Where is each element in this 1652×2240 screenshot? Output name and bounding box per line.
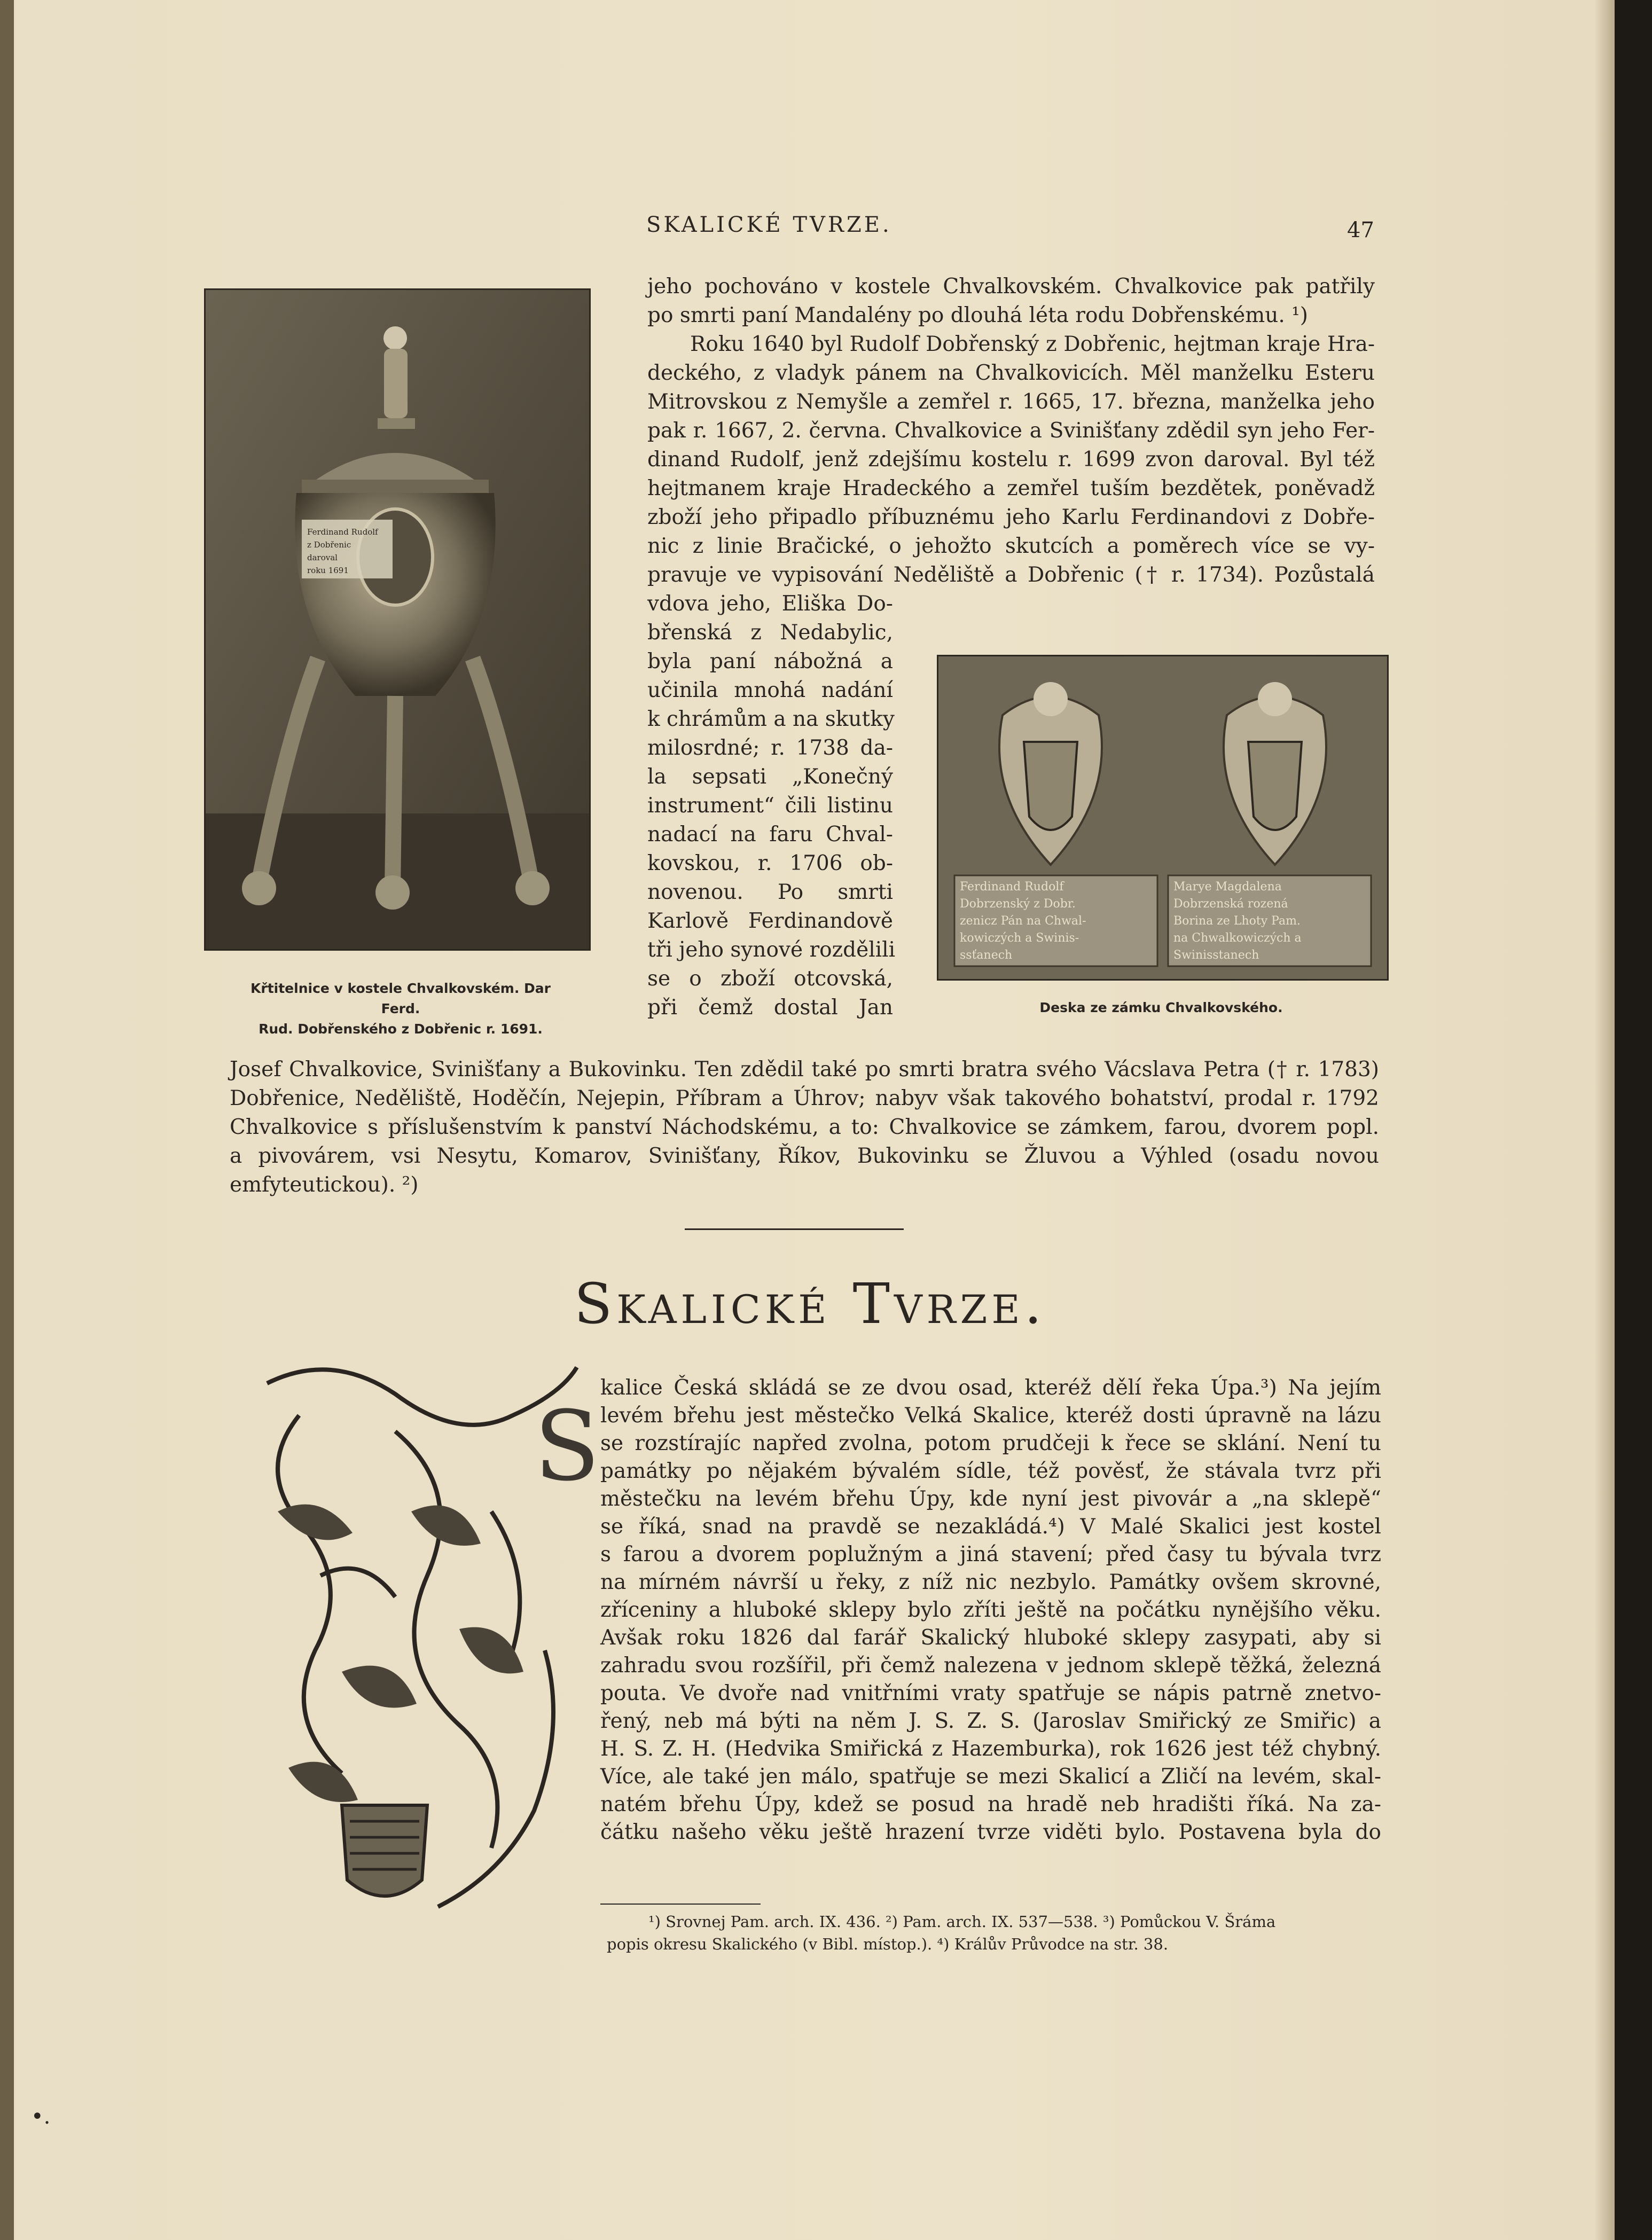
plaque-illustration xyxy=(938,656,1387,979)
plaque-inscription: kowiczých a Swinis- xyxy=(960,931,1079,945)
paragraph-narrow xyxy=(647,590,896,1022)
text-line: památky po nějakém bývalém sídle, též pověsť, že stávala tvrz při xyxy=(600,1459,1381,1483)
baptismal-font-engraving xyxy=(204,288,591,951)
text-line: Roku 1640 byl Rudolf Dobřenský z Dobřenic, hejtman kraje Hra- xyxy=(690,332,1375,356)
text-line: a pivovárem, vsi Nesytu, Komarov, Svinišťany, Říkov, Bukovinku se Žluvou a Výhled (osadu novou xyxy=(230,1144,1379,1168)
text-line: pak r. 1667, 2. června. Chvalkovice a Svinišťany zdědil syn jeho Fer- xyxy=(647,419,1375,443)
plaque-inscription: Dobrzenská rozená xyxy=(1173,897,1288,911)
text-line: s farou a dvorem poplužným a jiná stavení; před časy tu bývala tvrz xyxy=(600,1542,1381,1567)
text-line: nadací na faru Chval- xyxy=(647,823,893,847)
text-line: zboží jeho připadlo příbuznému jeho Karlu Ferdinandovi z Dobře- xyxy=(647,505,1375,529)
section-divider xyxy=(685,1228,904,1230)
plaque-inscription: Borina ze Lhoty Pam. xyxy=(1173,914,1301,928)
text-line: kalice Česká skládá se ze dvou osad, kteréž dělí řeka Úpa.³) Na jejím xyxy=(600,1376,1381,1400)
text-line: pravuje ve vypisování Neděliště a Dobřenic († r. 1734). Pozůstalá xyxy=(647,563,1375,587)
caption-line: Křtitelnice v kostele Chvalkovském. Dar Ferd. xyxy=(250,981,551,1016)
plaque-inscription: zenicz Pán na Chwal- xyxy=(960,914,1086,928)
inscription-line: Ferdinand Rudolf xyxy=(307,527,378,537)
text-line: Avšak roku 1826 dal farář Skalický hluboké sklepy zasypati, aby si xyxy=(600,1626,1381,1650)
text-line: vdova jeho, Eliška Do- xyxy=(647,592,893,616)
scan-background xyxy=(1615,0,1652,2240)
text-line: Chvalkovice s příslušenstvím k panství Náchodskému, a to: Chvalkovice se zámkem, farou, dvorem popl. xyxy=(230,1115,1379,1139)
plaque-inscription: na Chwalkowiczých a xyxy=(1173,931,1302,945)
text-line: Josef Chvalkovice, Svinišťany a Bukovinku. Ten zdědil také po smrti bratra svého Vácslava Petra († r. 1783) xyxy=(230,1058,1379,1082)
text-line: novenou. Po smrti xyxy=(647,880,893,904)
plaque-inscription: Dobrzenský z Dobr. xyxy=(960,897,1076,911)
plaque-inscription: Swinisstanech xyxy=(1173,949,1259,962)
baptismal-font-illustration xyxy=(206,290,589,949)
acanthus-initial-illustration xyxy=(235,1351,598,1923)
text-line: se rozstírajíc napřed zvolna, potom prudčeji k řece se sklání. Není tu xyxy=(600,1431,1381,1455)
ornamental-initial xyxy=(235,1351,598,1923)
coat-of-arms-plaque-engraving xyxy=(937,655,1389,981)
text-line: levém břehu jest městečko Velká Skalice, kteréž dosti úpravně na lázu xyxy=(600,1404,1381,1428)
text-line: byla paní nábožná a xyxy=(647,649,893,673)
text-line: Mitrovskou z Nemyšle a zemřel r. 1665, 17. března, manželka jeho xyxy=(647,390,1375,414)
text-line: instrument“ čili listinu xyxy=(647,794,893,818)
text-line: na mírném návrší u řeky, z níž nic nezbylo. Památky ovšem skrovné, xyxy=(600,1570,1381,1594)
text-line: pouta. Ve dvoře nad vnitřními vraty spatřuje se nápis patrně znetvo- xyxy=(600,1681,1381,1705)
footnote-divider xyxy=(600,1904,761,1905)
text-line: městečku na levém břehu Úpy, kde nyní jest pivovár a „na sklepě“ xyxy=(600,1487,1381,1511)
text-line: la sepsati „Konečný xyxy=(647,765,893,789)
text-line: se říká, snad na pravdě se nezakládá.⁴) V Malé Skalici jest kostel xyxy=(600,1515,1381,1539)
text-line: kovskou, r. 1706 ob- xyxy=(647,851,893,875)
text-line: jeho pochováno v kostele Chvalkovském. Chvalkovice pak patřily xyxy=(647,275,1375,299)
figure-caption-right: Deska ze zámku Chvalkovského. xyxy=(1039,1000,1283,1015)
text-line: hejtmanem kraje Hradeckého a zemřel tuším bezdětek, poněvadž xyxy=(647,476,1375,500)
inscription-line: z Dobřenic xyxy=(307,540,351,550)
paragraph-section xyxy=(600,1374,1381,1846)
paragraph-top xyxy=(647,272,1375,590)
margin-mark: •. xyxy=(31,2104,51,2129)
running-title: SKALICKÉ TVRZE. xyxy=(646,213,892,237)
page-number: 47 xyxy=(1347,218,1374,242)
text-line: Dobřenice, Neděliště, Hoděčín, Nejepin, Příbram a Úhrov; nabyv však takového bohatství, prodal r. 1792 xyxy=(230,1086,1379,1110)
caption-line: Rud. Dobřenského z Dobřenic r. 1691. xyxy=(259,1021,543,1037)
text-line: Karlově Ferdinandově xyxy=(647,909,893,933)
text-line: po smrti paní Mandalény po dlouhá léta rodu Dobřenskému. ¹) xyxy=(647,303,1308,327)
text-line: zahradu svou rozšířil, při čemž nalezena v jednom sklepě těžká, železná xyxy=(600,1654,1381,1678)
text-line: k chrámům a na skutky xyxy=(647,707,895,731)
text-line: natém břehu Úpy, kdež se posud na hradě neb hradišti říká. Na za- xyxy=(600,1792,1381,1816)
plaque-inscription: Marye Magdalena xyxy=(1173,880,1282,894)
footnote-line: ¹) Srovnej Pam. arch. IX. 436. ²) Pam. arch. IX. 537—538. ³) Pomůckou V. Šráma xyxy=(648,1913,1276,1931)
inscription-line: daroval xyxy=(307,553,338,562)
text-line: tři jeho synové rozdělili xyxy=(647,938,896,962)
text-line: řený, neb má býti na něm J. S. Z. S. (Jaroslav Smiřický ze Smiřic) a xyxy=(600,1709,1381,1733)
text-line: při čemž dostal Jan xyxy=(647,996,893,1020)
text-line: zříceniny a hluboké sklepy bylo zříti ještě na počátku nynějšího věku. xyxy=(600,1598,1381,1622)
figure-caption-left xyxy=(235,978,566,1039)
footnote-line: popis okresu Skalického (v Bibl. místop.). ⁴) Králův Průvodce na str. 38. xyxy=(607,1935,1169,1953)
text-line: učinila mnohá nadání xyxy=(647,678,893,702)
text-line: se o zboží otcovská, xyxy=(647,967,893,991)
page-edge-shadow xyxy=(1594,0,1615,2240)
text-line: emfyteutickou). ²) xyxy=(230,1173,419,1197)
initial-letter: S xyxy=(534,1391,598,1502)
plaque-inscription: ssťanech xyxy=(960,949,1013,962)
text-line: břenská z Nedabylic, xyxy=(647,621,893,645)
text-line: nic z linie Bračické, o jehožto skutcích a poměrech více se vy- xyxy=(647,534,1375,558)
text-line: milosrdné; r. 1738 da- xyxy=(647,736,893,760)
text-line: H. S. Z. H. (Hedvika Smiřická z Hazemburka), rok 1626 jest též chybný. xyxy=(600,1737,1381,1761)
plaque-inscription: Ferdinand Rudolf xyxy=(960,880,1064,894)
text-line: dinand Rudolf, jenž zdejšímu kostelu r. 1699 zvon daroval. Byl též xyxy=(647,448,1375,472)
section-title: Skalické Tvrze. xyxy=(574,1271,1046,1336)
text-line: čátku našeho věku ještě hrazení tvrze viděti bylo. Postavena byla do xyxy=(600,1820,1381,1844)
book-binding-edge xyxy=(0,0,14,2240)
text-line: deckého, z vladyk pánem na Chvalkovicích. Měl manželku Esteru xyxy=(647,361,1375,385)
inscription-line: roku 1691 xyxy=(307,566,349,575)
text-line: Více, ale také jen málo, spatřuje se mezi Skalicí a Zličí na levém, skal- xyxy=(600,1765,1381,1789)
paragraph-full xyxy=(230,1055,1379,1200)
